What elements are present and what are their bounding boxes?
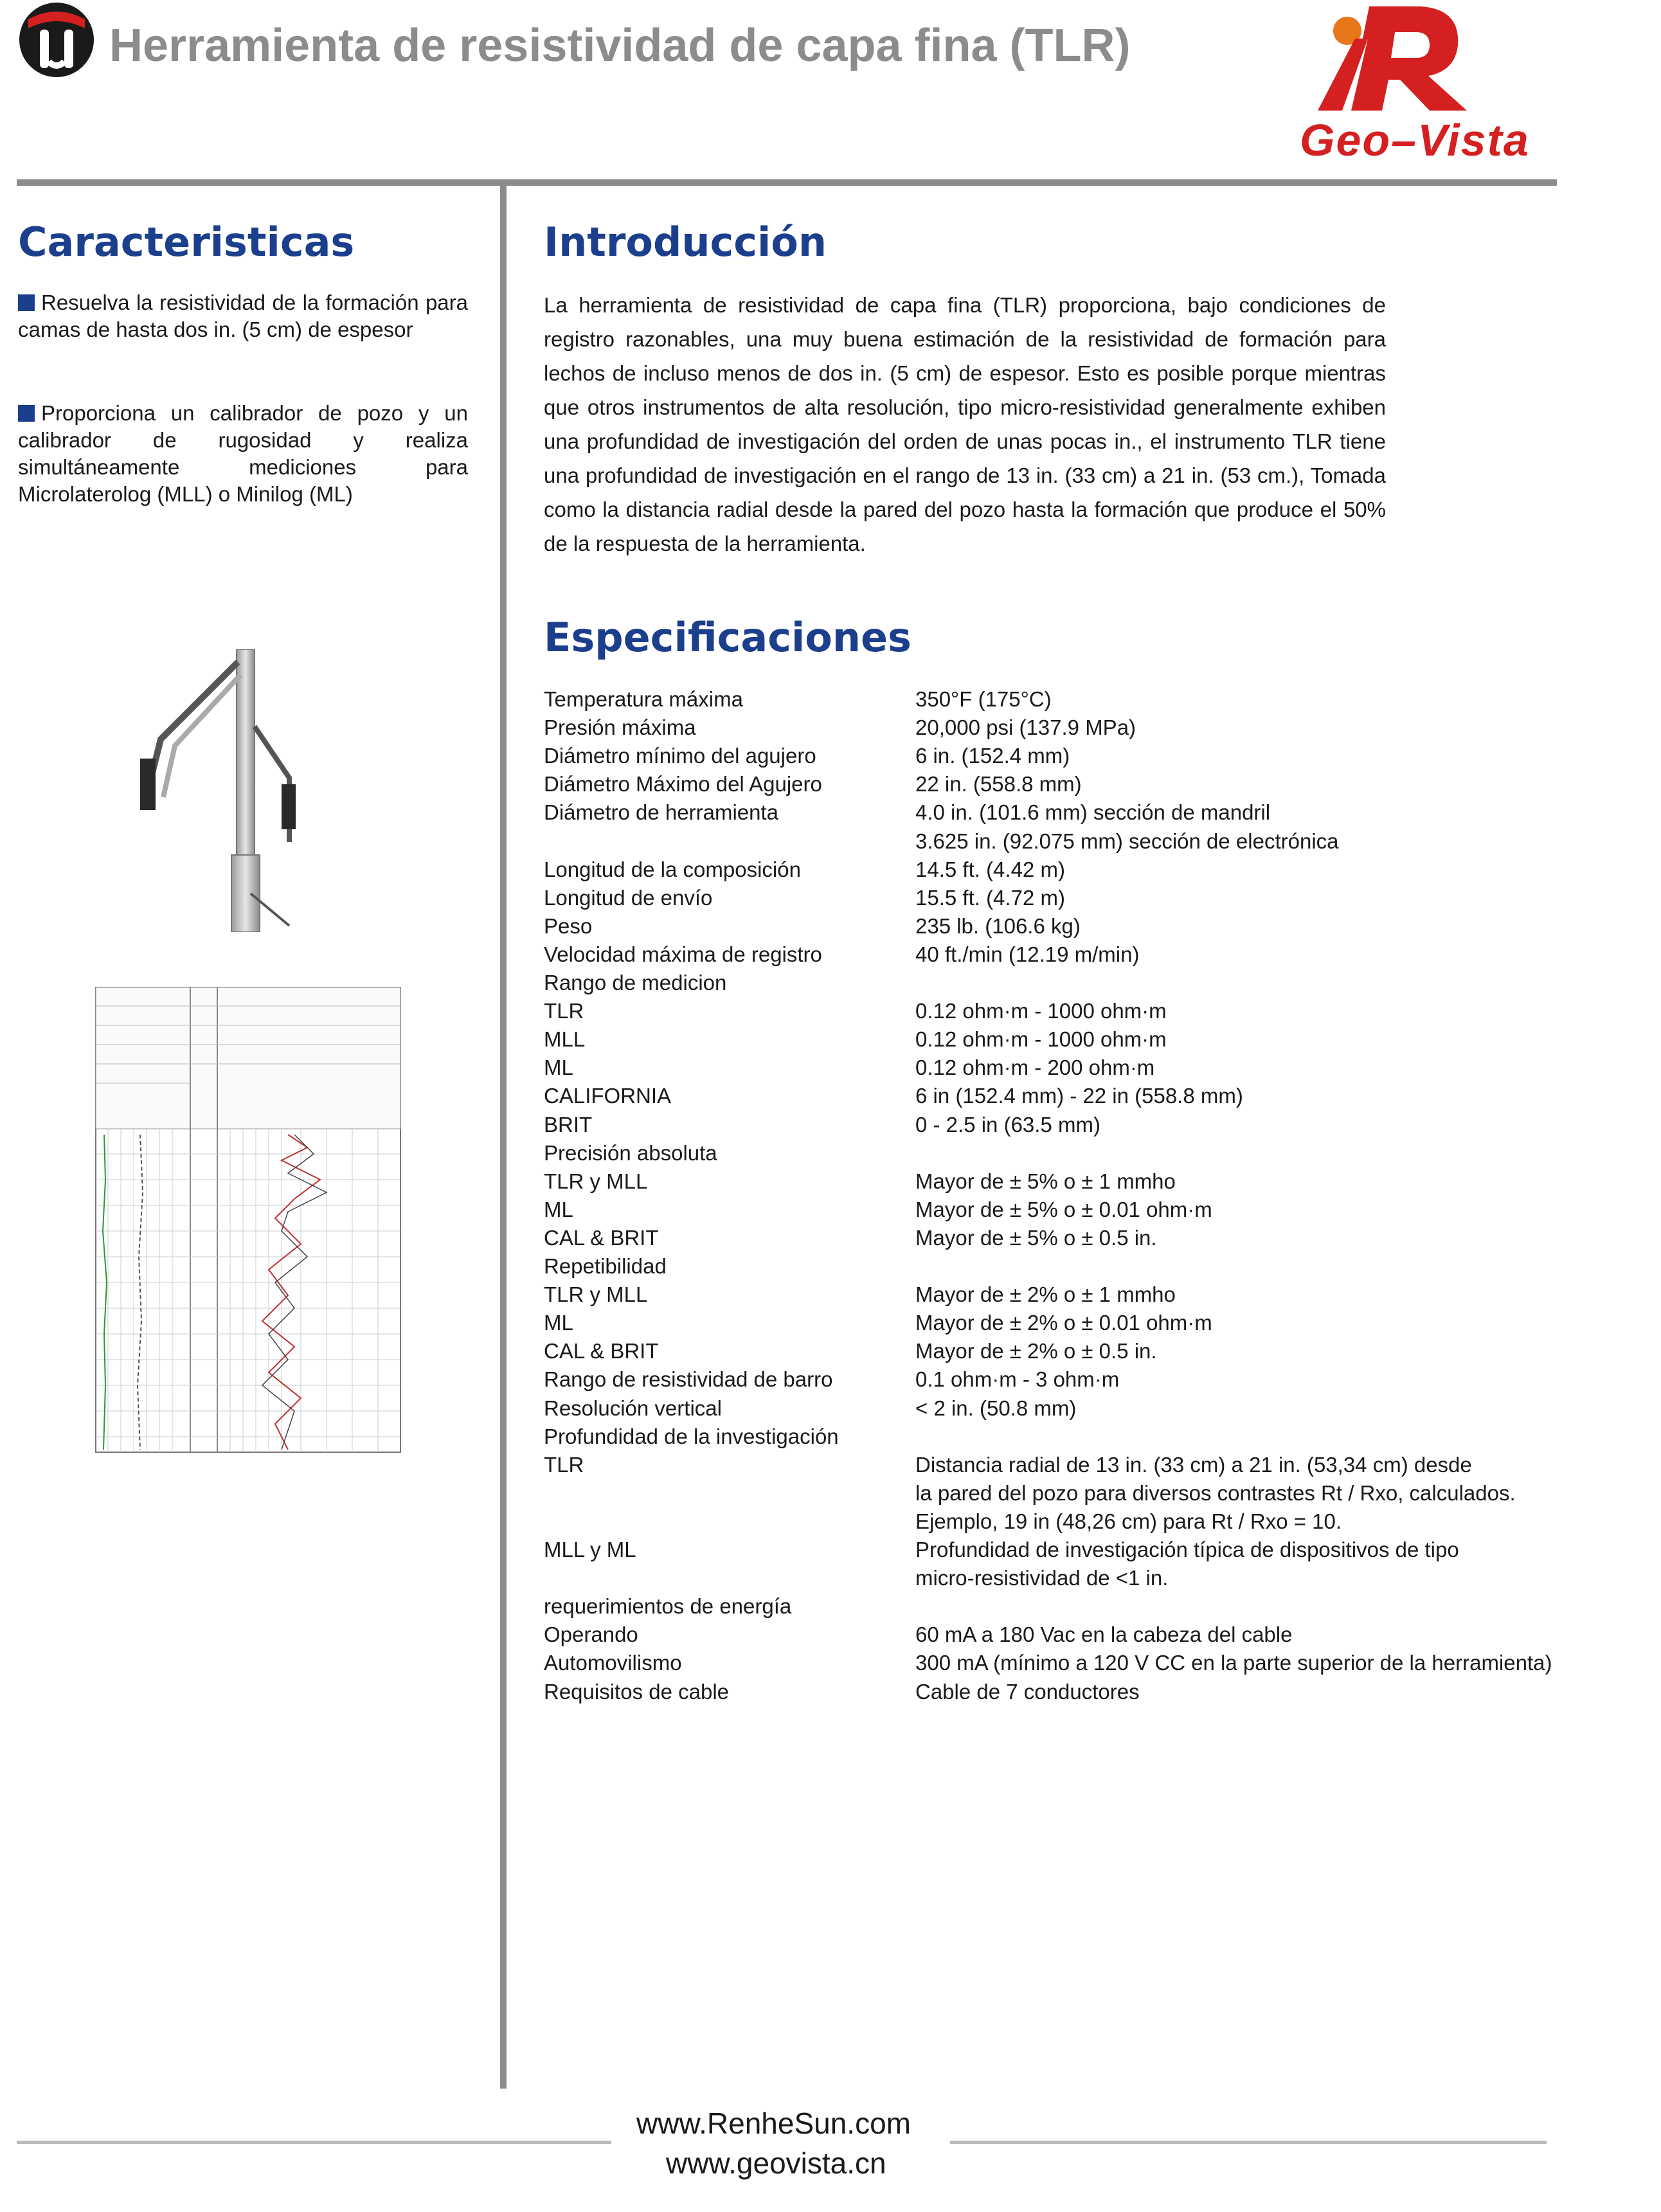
- spec-value: 20,000 psi (137.9 MPa): [915, 715, 1136, 739]
- spec-value: Mayor de ± 2% o ± 1 mmho: [915, 1282, 1176, 1306]
- footer-divider: [950, 2141, 1547, 2144]
- spec-label: Requisitos de cable: [544, 1680, 730, 1704]
- log-chart-illustration: [95, 987, 401, 1453]
- spec-value: Profundidad de investigación típica de dispositivos de tipo: [915, 1538, 1459, 1561]
- spec-value: 0 - 2.5 in (63.5 mm): [915, 1113, 1100, 1137]
- tool-photo: [135, 649, 302, 932]
- spec-label: TLR: [544, 999, 584, 1023]
- spec-label: MLL: [544, 1027, 586, 1051]
- spec-value: 6 in. (152.4 mm): [915, 744, 1070, 768]
- column-divider: [500, 186, 507, 2089]
- spec-label: TLR y MLL: [544, 1169, 648, 1193]
- square-bullet-icon: [18, 294, 35, 311]
- spec-value: Mayor de ± 5% o ± 1 mmho: [915, 1169, 1176, 1193]
- spec-label: TLR: [544, 1453, 584, 1477]
- spec-label: CAL & BRIT: [544, 1339, 659, 1363]
- spec-label: Peso: [544, 914, 593, 938]
- footer-link-renhesun[interactable]: www.RenheSun.com: [636, 2107, 911, 2140]
- intro-paragraph: La herramienta de resistividad de capa fina (TLR) proporciona, bajo condiciones de registro razonables, una muy buena estimación de la resistividad de formación para lechos de incluso menos de dos in. (5 cm) de espesor. Esto es posible porque mientras que otros instrumentos de alta resolución, tipo micro-resistividad generalmente exhiben una profundidad de investigación del orden de unas pocas in., el instrumento TLR tiene una profundidad de investigación en el rango de 13 in. (33 cm) a 21 in. (53 cm.), Tomada como la distancia radial desde la pared del pozo hasta la formación que produce el 50% de la respuesta de la herramienta.: [544, 293, 1386, 555]
- spec-label: TLR y MLL: [544, 1282, 648, 1306]
- spec-value: Distancia radial de 13 in. (33 cm) a 21 in. (53,34 cm) desde: [915, 1453, 1472, 1477]
- spec-label: Automovilismo: [544, 1651, 682, 1675]
- spec-value: Mayor de ± 5% o ± 0.01 ohm·m: [915, 1198, 1212, 1221]
- spec-value: Ejemplo, 19 in (48,26 cm) para Rt / Rxo = 10.: [915, 1509, 1342, 1533]
- spec-value: 6 in (152.4 mm) - 22 in (558.8 mm): [915, 1084, 1243, 1108]
- spec-label: Repetibilidad: [544, 1254, 667, 1278]
- spec-value: la pared del pozo para diversos contrastes Rt / Rxo, calculados.: [915, 1481, 1516, 1505]
- spec-value: 3.625 in. (92.075 mm) sección de electrónica: [915, 829, 1339, 853]
- spec-label: Longitud de envío: [544, 886, 713, 910]
- renhe-logo-icon: [17, 0, 96, 80]
- spec-label: ML: [544, 1311, 573, 1335]
- spec-value: 0.12 ohm·m - 1000 ohm·m: [915, 1027, 1167, 1051]
- intro-heading: Introducción: [544, 219, 827, 265]
- features-heading: Caracteristicas: [18, 219, 355, 265]
- spec-label: MLL y ML: [544, 1538, 636, 1561]
- spec-value: 0.12 ohm·m - 200 ohm·m: [915, 1056, 1155, 1079]
- spec-label: Diámetro mínimo del agujero: [544, 744, 816, 768]
- spec-label: ML: [544, 1198, 573, 1221]
- spec-label: Profundidad de la investigación: [544, 1425, 839, 1448]
- feature-text: Proporciona un calibrador de pozo y un calibrador de rugosidad y realiza simultáneamente mediciones para Microlaterolog (MLL) o Minilog (ML): [18, 401, 468, 506]
- feature-text: Resuelva la resistividad de la formación para camas de hasta dos in. (5 cm) de espesor: [18, 291, 468, 341]
- spec-label: Temperatura máxima: [544, 687, 743, 711]
- spec-value: 350°F (175°C): [915, 687, 1052, 711]
- spec-label: Resolución vertical: [544, 1396, 722, 1420]
- spec-value: 300 mA (mínimo a 120 V CC en la parte superior de la herramienta): [915, 1651, 1552, 1675]
- page-title: Herramienta de resistividad de capa fina (TLR): [109, 20, 1131, 71]
- spec-value: Cable de 7 conductores: [915, 1680, 1140, 1704]
- header-divider: [17, 179, 1557, 186]
- spec-value: Mayor de ± 2% o ± 0.5 in.: [915, 1339, 1157, 1363]
- spec-label: Rango de resistividad de barro: [544, 1367, 833, 1391]
- brand-name: Geo–Vista: [1300, 115, 1530, 165]
- footer-link-geovista[interactable]: www.geovista.cn: [666, 2146, 886, 2180]
- spec-value: 22 in. (558.8 mm): [915, 772, 1082, 796]
- spec-value: 4.0 in. (101.6 mm) sección de mandril: [915, 800, 1271, 824]
- spec-value: 60 mA a 180 Vac en la cabeza del cable: [915, 1623, 1293, 1646]
- spec-label: Diámetro de herramienta: [544, 800, 778, 824]
- spec-label: Longitud de la composición: [544, 858, 801, 881]
- specs-heading: Especificaciones: [544, 614, 911, 661]
- spec-value: 0.12 ohm·m - 1000 ohm·m: [915, 999, 1167, 1023]
- spec-value: 14.5 ft. (4.42 m): [915, 858, 1065, 881]
- spec-label: Velocidad máxima de registro: [544, 942, 822, 966]
- spec-label: CALIFORNIA: [544, 1084, 672, 1108]
- spec-label: Rango de medicion: [544, 971, 727, 994]
- feature-item: [18, 289, 468, 343]
- square-bullet-icon: [18, 405, 35, 422]
- spec-value: 0.1 ohm·m - 3 ohm·m: [915, 1367, 1120, 1391]
- spec-label: CAL & BRIT: [544, 1226, 659, 1250]
- spec-label: Presión máxima: [544, 715, 696, 739]
- spec-label: requerimientos de energía: [544, 1594, 792, 1618]
- footer-divider: [17, 2141, 611, 2144]
- feature-item: [18, 400, 468, 508]
- spec-label: Diámetro Máximo del Agujero: [544, 772, 822, 796]
- spec-value: 15.5 ft. (4.72 m): [915, 886, 1065, 910]
- spec-value: micro-resistividad de <1 in.: [915, 1566, 1169, 1590]
- spec-value: Mayor de ± 5% o ± 0.5 in.: [915, 1226, 1157, 1250]
- spec-value: Mayor de ± 2% o ± 0.01 ohm·m: [915, 1311, 1212, 1335]
- spec-label: Operando: [544, 1623, 638, 1646]
- spec-label: Precisión absoluta: [544, 1141, 717, 1165]
- spec-label: ML: [544, 1056, 573, 1079]
- spec-value: 40 ft./min (12.19 m/min): [915, 942, 1140, 966]
- spec-label: BRIT: [544, 1113, 593, 1137]
- spec-value: < 2 in. (50.8 mm): [915, 1396, 1077, 1420]
- spec-value: 235 lb. (106.6 kg): [915, 914, 1081, 938]
